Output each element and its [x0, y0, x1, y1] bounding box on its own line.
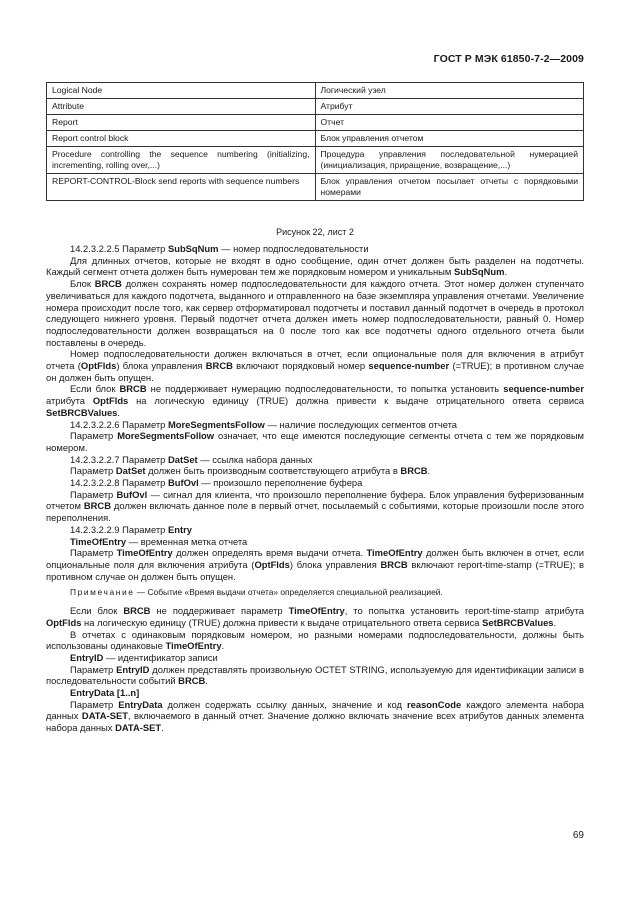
paragraph: Если блок BRCB не поддерживает параметр TimeOfEntry, то попытка установить report-time-stamp атрибута OptFlds на логическую единицу (TRUE) должна привести к выдаче отрицательного ответа сервиса SetBRCBValues.: [46, 605, 584, 628]
term-english: Report control block: [47, 131, 316, 147]
term-russian: Блок управления отчетом посылает отчеты с порядковыми номерами: [315, 174, 584, 201]
table-row: [47, 131, 584, 147]
table-row: [47, 174, 584, 201]
paragraph: В отчетах с одинаковым порядковым номером, но разными номерами подпоследовательности, должны быть использованы одинаковые TimeOfEntry.: [46, 628, 584, 652]
page-number: 69: [572, 830, 584, 841]
term-russian: Блок управления отчетом: [315, 131, 584, 147]
paragraph: Если блок BRCB не поддерживает нумерацию подпоследовательности, то попытка установить sequence-number атрибута OptFlds на логическую единицу (TRUE) должна привести к выдаче отрицательного ответа сервиса SetBRCBValues.: [46, 383, 584, 418]
paragraph: Параметр BufOvl — сигнал для клиента, что произошло переполнение буфера. Блок управления буферизованным отчетом BRCB должен включать данное поле в первый отчет, посылаемый с событиями, которые произошли после этого переполнения.: [46, 488, 584, 524]
paragraph: 14.2.3.2.2.5 Параметр SubSqNum — номер подпоследовательности: [70, 243, 369, 254]
term-english: Report: [47, 115, 316, 131]
terms-table: [46, 82, 584, 201]
table-row: [47, 83, 584, 99]
paragraph: Номер подпоследовательности должен включаться в отчет, если опциональные поля для включения в атрибут отчета (OptFlds) блока управления BRCB включают порядковый номер sequence-number (=TRUE); в противном случае он должен быть опущен.: [46, 348, 584, 383]
paragraph: 14.2.3.2.2.8 Параметр BufOvl — произошло переполнение буфера: [70, 477, 363, 489]
paragraph: Блок BRCB должен сохранять номер подпоследовательности для каждого отчета. Этот номер должен ступенчато увеличиваться для каждого подотчета, выданного и отправленного на базе экземпляра управления отчетами. Увеличение номера происходит после того, как сервер отформатировал подотчеты и поставил данный подотчет в очередь в протокол следующего нижнего уровня. Первый подотчет отчета должен иметь номер подпоследовательности, равный 0. Номер подпоследовательности должен возвращаться на 0 после того как все подотчеты одного отдельного отчета были поставлены в очередь.: [46, 278, 584, 348]
term-russian: Процедура управления последовательной нумерацией (инициализация, приращение, возвращение,...): [315, 147, 584, 174]
paragraph: TimeOfEntry — временная метка отчета: [70, 535, 248, 547]
term-russian: Отчет: [315, 115, 584, 131]
paragraph: EntryData [1..n]: [70, 687, 140, 699]
term-russian: Атрибут: [315, 99, 584, 115]
paragraph: Параметр TimeOfEntry должен определять время выдачи отчета. TimeOfEntry должен быть включен в отчет, если опциональные поля для включения атрибута (OptFlds) блока управления BRCB включают report-time-stamp (=TRUE); в противном случае он должен быть опущен.: [46, 547, 585, 582]
paragraph: Для длинных отчетов, которые не входят в одно сообщение, один отчет должен быть разделен на подотчеты. Каждый сегмент отчета должен быть нумерован тем же порядковым номером и уникальным SubSqNum.: [46, 254, 584, 278]
paragraph: Параметр DatSet должен быть производным соответствующего атрибута в BRCB.: [70, 465, 431, 477]
table-row: [47, 99, 584, 115]
note-paragraph: Примечание — Событие «Время выдачи отчета» определяется специальной реализацией.: [70, 587, 443, 598]
term-english: Attribute: [47, 99, 316, 115]
paragraph: Параметр EntryData должен содержать ссылку данных, значение и код reasonCode каждого элемента набора данных DATA-SET, включаемого в данный отчет. Значение должно включать значение всех атрибутов данных элемента набора данных DATA-SET.: [46, 698, 584, 734]
paragraph: Параметр MoreSegmentsFollow означает, что еще имеются последующие сегменты отчета с тем же порядковым номером.: [46, 430, 584, 453]
paragraph: EntryID — идентификатор записи: [70, 651, 218, 663]
term-english: REPORT-CONTROL-Block send reports with sequence numbers: [47, 174, 316, 201]
term-english: Logical Node: [47, 83, 316, 99]
term-russian: Логический узел: [315, 83, 584, 99]
table-row: [47, 147, 584, 174]
figure-caption: Рисунок 22, лист 2: [276, 227, 354, 237]
paragraph: 14.2.3.2.2.7 Параметр DatSet — ссылка набора данных: [70, 453, 313, 465]
paragraph: 14.2.3.2.2.9 Параметр Entry: [70, 523, 192, 535]
term-english: Procedure controlling the sequence numbering (initializing, incrementing, rolling over,...): [47, 147, 316, 174]
standard-header: ГОСТ Р МЭК 61850-7-2—2009: [433, 53, 584, 65]
paragraph: Параметр EntryID должен представлять произвольную OCTET STRING, используемую для идентификации записи в последовательности событий BRCB.: [46, 663, 584, 687]
body-text: [46, 243, 584, 734]
table-row: [47, 115, 584, 131]
paragraph: 14.2.3.2.2.6 Параметр MoreSegmentsFollow — наличие последующих сегментов отчета: [70, 418, 458, 430]
